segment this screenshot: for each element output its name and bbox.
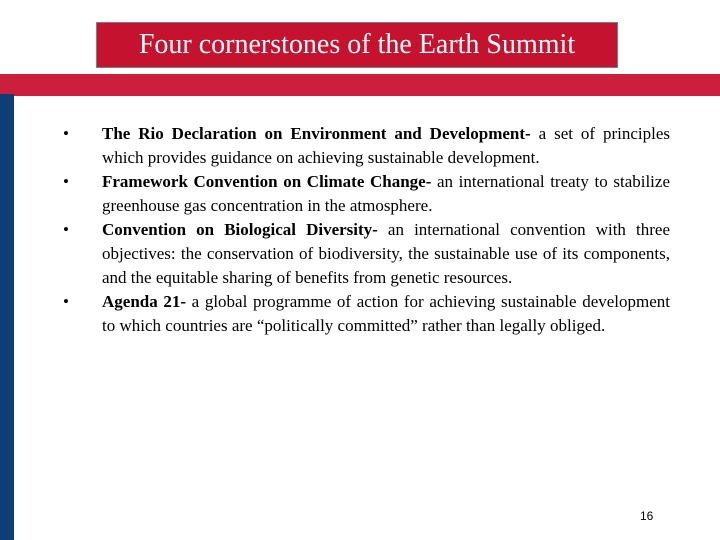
bullet-text: an international convention with three objectives: the conservation of biodiversity, the sustainable use of its components, and the equitable sharing of benefits from genetic resources. [102, 220, 670, 287]
bullet-dot-icon: • [63, 172, 69, 191]
slide-title: Four cornerstones of the Earth Summit [96, 22, 618, 68]
bullet-item-agenda-21 [60, 290, 670, 338]
bullet-dot-icon: • [63, 220, 69, 239]
bullet-term: The Rio Declaration on Environment and Development- [102, 124, 531, 143]
bullet-term: Convention on Biological Diversity- [102, 220, 378, 239]
bullet-text: a global programme of action for achieving sustainable development to which countries are “politically committed” rather than legally obliged. [102, 292, 670, 335]
bullet-text: a set of principles which provides guidance on achieving sustainable development. [102, 124, 670, 167]
bullet-list [60, 122, 670, 338]
bullet-item-climate-change [60, 170, 670, 218]
bullet-item-biological-diversity [60, 218, 670, 290]
bullet-term: Framework Convention on Climate Change- [102, 172, 432, 191]
bullet-term: Agenda 21- [102, 292, 187, 311]
bullet-text: an international treaty to stabilize greenhouse gas concentration in the atmosphere. [102, 172, 670, 215]
bullet-item-rio-declaration [60, 122, 670, 170]
bullet-dot-icon: • [63, 292, 69, 311]
page-number: 16 [640, 509, 654, 523]
bullet-dot-icon: • [63, 124, 69, 143]
red-accent-bar [0, 74, 720, 96]
blue-side-bar [0, 94, 14, 540]
